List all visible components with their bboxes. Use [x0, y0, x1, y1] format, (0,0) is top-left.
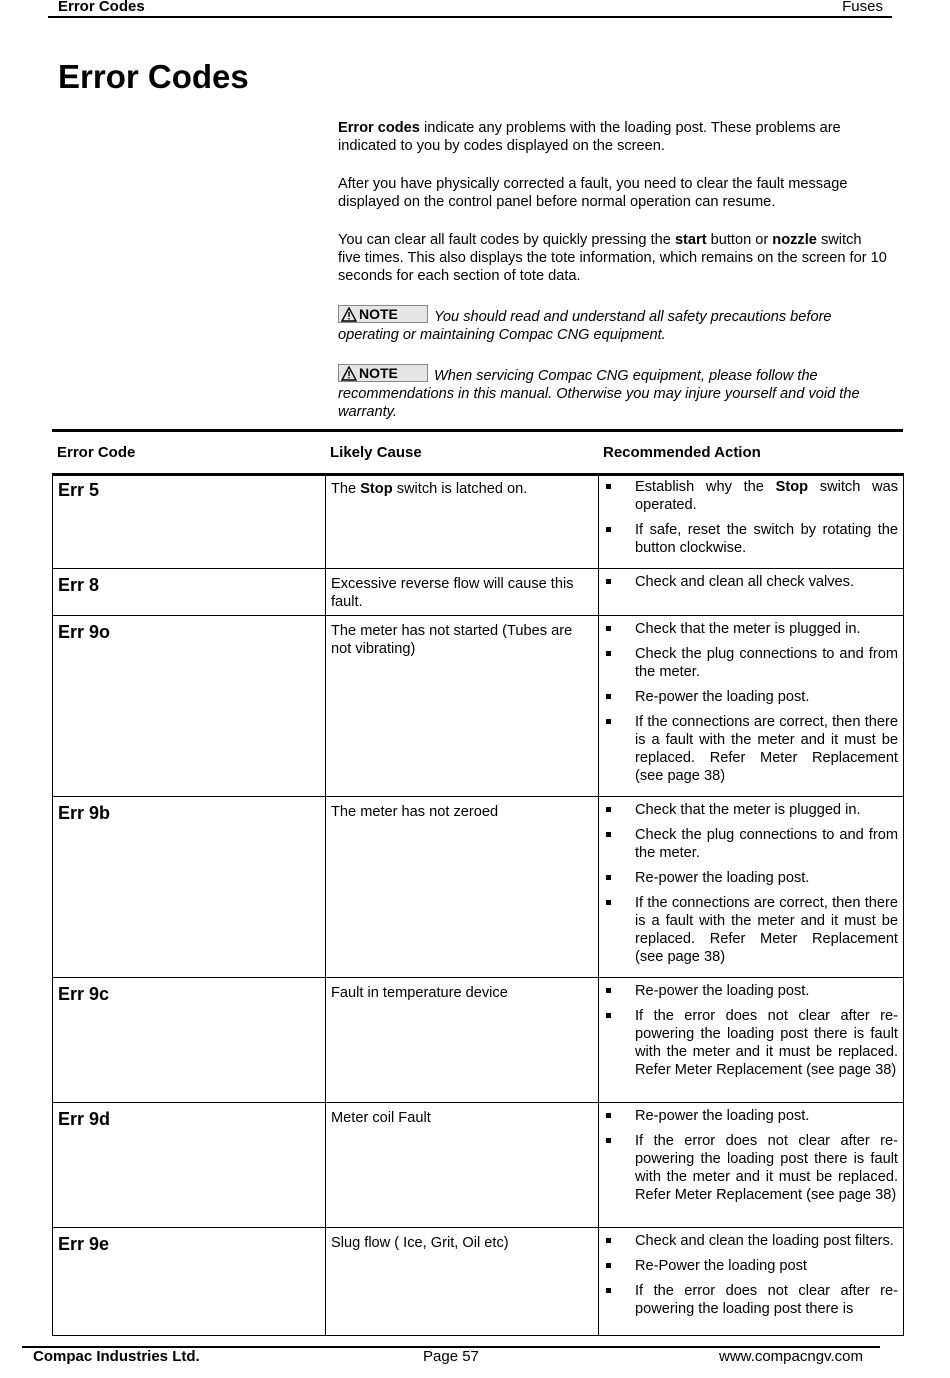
intro-p3-text-a: You can clear all fault codes by quickly pressing the	[338, 232, 675, 248]
error-code: Err 9e	[53, 1228, 326, 1336]
header-divider	[48, 16, 892, 18]
note-2-text: When servicing Compac CNG equipment, please follow the recommendations in this manual. Otherwise you may injure yourself and void the warranty.	[338, 368, 860, 420]
start-term: start	[674, 232, 707, 248]
action-item: Re-power the loading post.	[604, 688, 898, 706]
table-row	[53, 1228, 904, 1336]
table-row	[53, 569, 904, 616]
action-item: If safe, reset the switch by rotating the button clockwise.	[604, 521, 898, 557]
intro-p3-text-c: switch five times. This also displays the tote information, which remains on the screen for 10 seconds for each section of tote data.	[338, 232, 887, 284]
table-header	[52, 429, 903, 476]
recommended-action	[599, 569, 904, 616]
intro-term: Error codes	[338, 120, 420, 136]
footer-company: Compac Industries Ltd.	[33, 1348, 200, 1365]
action-text-a: Establish why the	[635, 479, 776, 495]
recommended-action	[599, 978, 904, 1103]
action-item: Check that the meter is plugged in.	[604, 801, 898, 819]
action-item: If the error does not clear after re-powering the loading post there is	[604, 1282, 898, 1318]
stop-term: Stop	[360, 481, 393, 497]
intro-p3-text-b: button or	[706, 232, 773, 248]
action-item: Check and clean the loading post filters.	[604, 1232, 898, 1250]
recommended-action	[599, 616, 904, 797]
recommended-action	[599, 1103, 904, 1228]
action-item: Check that the meter is plugged in.	[604, 620, 898, 638]
error-code: Err 9c	[53, 978, 326, 1103]
warning-triangle-icon	[341, 366, 357, 381]
nozzle-term: nozzle	[772, 232, 817, 248]
running-header-title: Error Codes	[58, 0, 145, 15]
table-row	[53, 616, 904, 797]
action-text-b: switch was operated.	[635, 479, 899, 513]
note-1-text: You should read and understand all safety precautions before operating or maintaining Compac CNG equipment.	[338, 309, 832, 343]
intro-paragraph-2: After you have physically corrected a fault, you need to clear the fault message displayed on the control panel before normal operation can resume.	[338, 176, 848, 210]
error-code: Err 9b	[53, 797, 326, 978]
likely-cause	[326, 474, 599, 569]
running-header-section: Fuses	[842, 0, 883, 15]
recommended-action	[599, 474, 904, 569]
cause-text-b: switch is latched on.	[392, 481, 528, 497]
likely-cause: Meter coil Fault	[326, 1103, 599, 1228]
likely-cause: Excessive reverse flow will cause this fault.	[326, 569, 599, 616]
error-code: Err 9d	[53, 1103, 326, 1228]
action-item: If the error does not clear after re-powering the loading post there is fault with the meter and it must be replaced. Refer Meter Replacement (see page 38)	[604, 1007, 898, 1079]
table-row	[53, 978, 904, 1103]
intro-p1-text: indicate any problems with the loading post. These problems are indicated to you by codes displayed on the screen.	[338, 120, 841, 154]
intro-text	[338, 119, 888, 441]
recommended-action	[599, 797, 904, 978]
note-badge	[338, 305, 428, 323]
error-code: Err 9o	[53, 616, 326, 797]
recommended-action	[599, 1228, 904, 1336]
action-item: Check the plug connections to and from the meter.	[604, 826, 898, 862]
error-codes-table	[52, 473, 904, 1336]
table-row	[53, 474, 904, 569]
likely-cause: Fault in temperature device	[326, 978, 599, 1103]
likely-cause: The meter has not started (Tubes are not vibrating)	[326, 616, 599, 797]
likely-cause: The meter has not zeroed	[326, 797, 599, 978]
note-1	[338, 305, 888, 344]
note-label: NOTE	[359, 306, 398, 322]
stop-term: Stop	[775, 479, 809, 495]
header-error-code: Error Code	[57, 444, 136, 461]
header-likely-cause: Likely Cause	[330, 444, 422, 461]
intro-paragraph-3	[338, 231, 888, 285]
error-code: Err 5	[53, 474, 326, 569]
page-number: Page 57	[423, 1348, 479, 1365]
note-2	[338, 364, 888, 421]
note-label: NOTE	[359, 365, 398, 381]
table-row	[53, 797, 904, 978]
action-item: Re-power the loading post.	[604, 869, 898, 887]
warning-triangle-icon	[341, 307, 357, 322]
action-item: Re-Power the loading post	[604, 1257, 898, 1275]
action-item: Re-power the loading post.	[604, 982, 898, 1000]
footer-website: www.compacngv.com	[719, 1348, 863, 1365]
action-item: Check and clean all check valves.	[604, 573, 898, 591]
table-row	[53, 1103, 904, 1228]
note-badge	[338, 364, 428, 382]
likely-cause: Slug flow ( Ice, Grit, Oil etc)	[326, 1228, 599, 1336]
intro-paragraph-1	[338, 119, 888, 155]
cause-text-a: The	[331, 481, 361, 497]
action-item: Check the plug connections to and from the meter.	[604, 645, 898, 681]
header-recommended-action: Recommended Action	[603, 444, 761, 461]
page-title: Error Codes	[58, 58, 249, 95]
action-item: Re-power the loading post.	[604, 1107, 898, 1125]
action-item: If the error does not clear after re-powering the loading post there is fault with the meter and it must be replaced. Refer Meter Replacement (see page 38)	[604, 1132, 898, 1204]
action-item	[604, 478, 898, 514]
error-code: Err 8	[53, 569, 326, 616]
action-item: If the connections are correct, then there is a fault with the meter and it must be replaced. Refer Meter Replacement (see page 38)	[604, 713, 898, 785]
action-item: If the connections are correct, then there is a fault with the meter and it must be replaced. Refer Meter Replacement (see page 38)	[604, 894, 898, 966]
